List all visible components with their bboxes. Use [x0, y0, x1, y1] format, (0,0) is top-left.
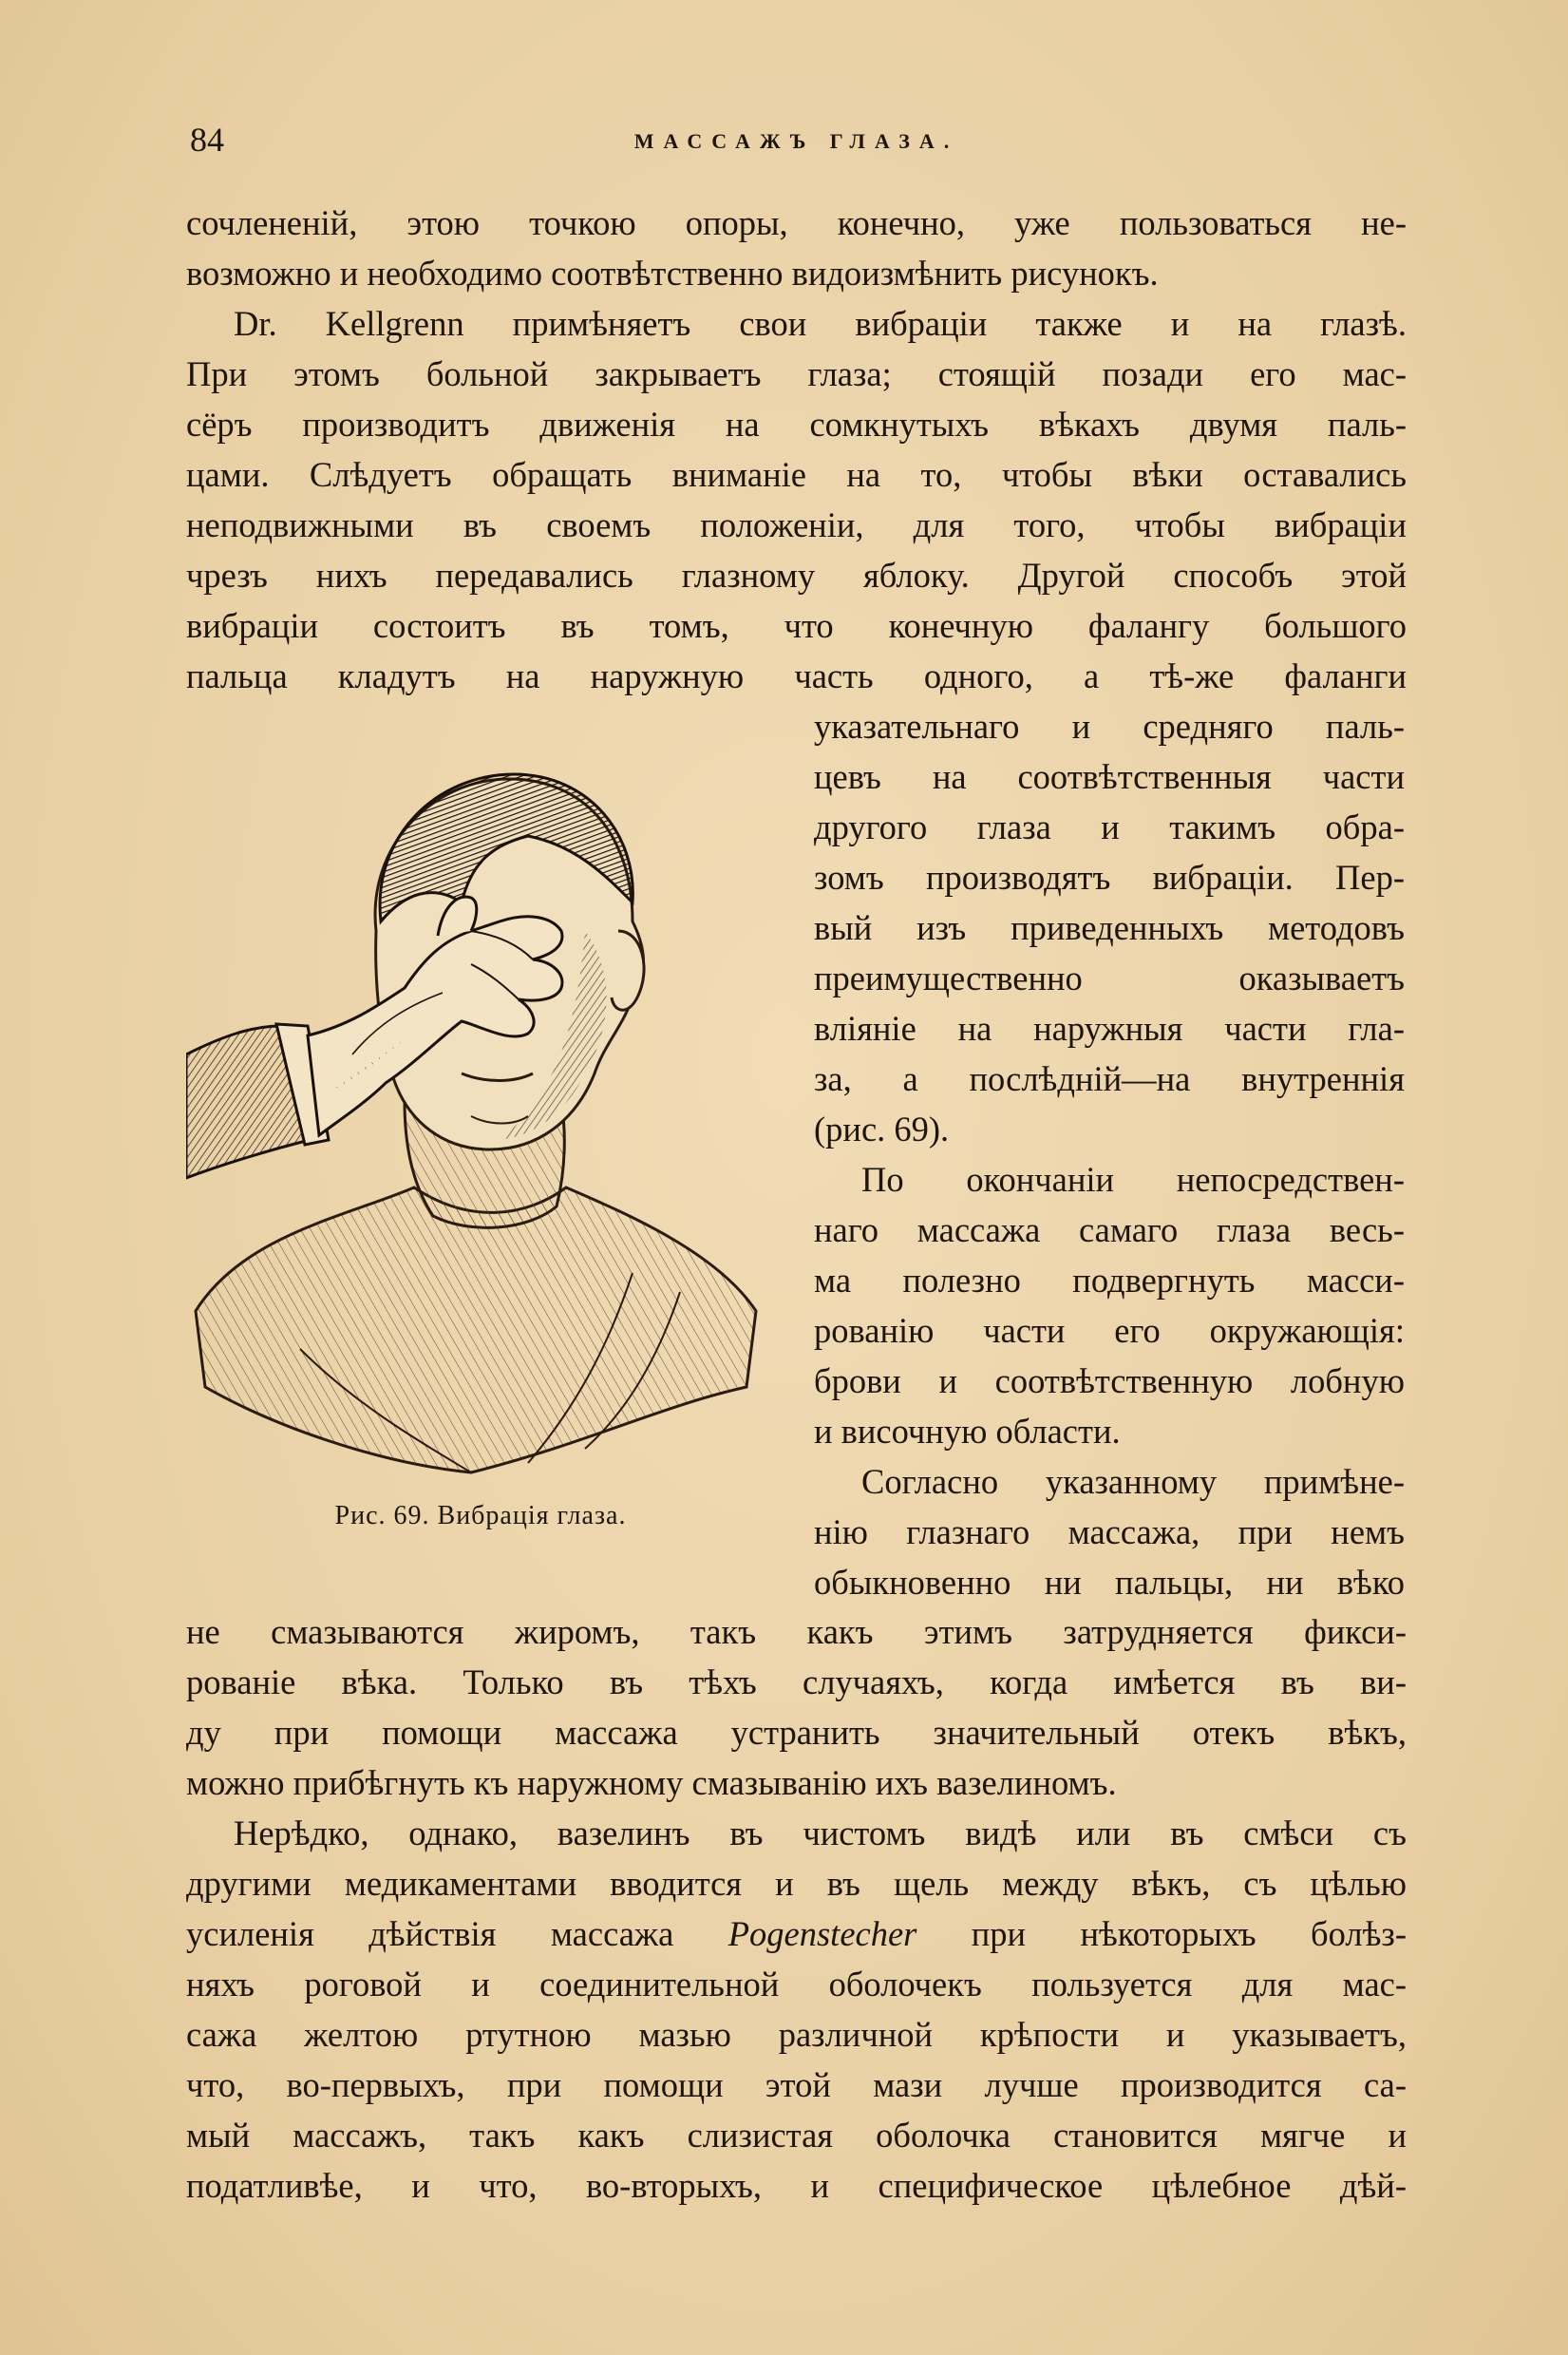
text-line: чрезъ нихъ передавались глазному яблоку. Другой способъ этой: [186, 556, 1407, 595]
text-line: цами. Слѣдуетъ обращать вниманіе на то, чтобы вѣки оставались: [186, 455, 1407, 494]
text-line: другими медикаментами вводится и въ щель между вѣкъ, съ цѣлью: [186, 1864, 1407, 1903]
text-line: мый массажъ, такъ какъ слизистая оболочка становится мягче и: [186, 2116, 1407, 2155]
text-block-right: [814, 701, 1405, 1607]
running-title: МАССАЖЪ ГЛАЗА.: [633, 129, 959, 153]
text-line: няхъ роговой и соединительной оболочекъ пользуется для мас-: [186, 1965, 1407, 2004]
text-line: брови и соотвѣтственную лобную: [814, 1361, 1405, 1400]
text-line: указательнаго и средняго паль-: [814, 707, 1405, 746]
text-line: сажа желтою ртутною мазью различной крѣпости и указываетъ,: [186, 2015, 1407, 2054]
text-line: (рис. 69).: [814, 1110, 950, 1149]
text-line: ду при помощи массажа устранить значительный отекъ вѣкъ,: [186, 1713, 1407, 1752]
eye-vibration-illustration: [186, 741, 775, 1501]
text-line: При этомъ больной закрываетъ глаза; стоящій позади его мас-: [186, 354, 1407, 393]
text-line: цевъ на соотвѣтственныя части: [814, 757, 1405, 796]
text-block-bottom: [186, 1606, 1407, 2211]
text-line: Согласно указанному примѣне-: [861, 1462, 1405, 1501]
text-line: пальца кладутъ на наружную часть одного, а тѣ-же фаланги: [186, 656, 1407, 695]
text-line: вый изъ приведенныхъ методовъ: [814, 908, 1405, 947]
page-header: [186, 114, 1407, 171]
shoulder-drapery: [196, 1187, 756, 1472]
text-line: податливѣе, и что, во-вторыхъ, и специфическое цѣлебное дѣй-: [186, 2166, 1407, 2205]
text-line-mixed: [186, 1909, 1407, 1959]
text-line: рованію части его окружающія:: [814, 1311, 1405, 1350]
text-line: неподвижными въ своемъ положеніи, для того, чтобы вибраціи: [186, 505, 1407, 544]
text-line: Dr. Kellgrenn примѣняетъ свои вибраціи также и на глазѣ.: [234, 304, 1407, 343]
text-segment: усиленія дѣйствія массажа: [186, 1914, 674, 1953]
text-line: наго массажа самаго глаза весь-: [814, 1210, 1405, 1249]
text-segment: при нѣкоторыхъ болѣз-: [971, 1914, 1407, 1953]
text-line: не смазываются жиромъ, такъ какъ этимъ затрудняется фикси-: [186, 1612, 1407, 1651]
text-line: и височную области.: [814, 1412, 1121, 1451]
figure-69: [186, 741, 775, 1510]
text-line: Нерѣдко, однако, вазелинъ въ чистомъ видѣ или въ смѣси съ: [234, 1814, 1407, 1852]
text-line: можно прибѣгнуть къ наружному смазыванію ихъ вазелиномъ.: [186, 1763, 1117, 1802]
author-name: Pogenstecher: [727, 1914, 917, 1953]
text-line: нію глазнаго массажа, при немъ: [814, 1512, 1405, 1551]
text-line: зомъ производятъ вибраціи. Пер-: [814, 858, 1405, 897]
text-line: ма полезно подвергнуть масси-: [814, 1261, 1405, 1300]
text-line: вліяніе на наружныя части гла-: [814, 1009, 1405, 1048]
text-block-top: [186, 198, 1407, 701]
text-line: вибраціи состоитъ въ томъ, что конечную фалангу большого: [186, 606, 1407, 645]
text-line: сёръ производитъ движенія на сомкнутыхъ вѣкахъ двумя паль-: [186, 405, 1407, 444]
figure-caption: Рис. 69. Вибрація глаза.: [334, 1501, 627, 1530]
text-line: другого глаза и такимъ обра-: [814, 807, 1405, 846]
text-line: сочлененій, этою точкою опоры, конечно, уже пользоваться не-: [186, 203, 1407, 242]
text-line: рованіе вѣка. Только въ тѣхъ случаяхъ, когда имѣется въ ви-: [186, 1662, 1407, 1701]
text-line: преимущественно оказываетъ: [814, 959, 1405, 997]
text-line: возможно и необходимо соотвѣтственно видоизмѣнить рисунокъ.: [186, 254, 1159, 293]
text-line: за, а послѣдній—на внутреннія: [814, 1059, 1405, 1098]
text-line: По окончаніи непосредствен-: [861, 1160, 1405, 1199]
text-line: обыкновенно ни пальцы, ни вѣко: [814, 1563, 1405, 1602]
text-line: что, во-первыхъ, при помощи этой мази лучше производится са-: [186, 2065, 1407, 2104]
page-number: 84: [190, 121, 224, 159]
